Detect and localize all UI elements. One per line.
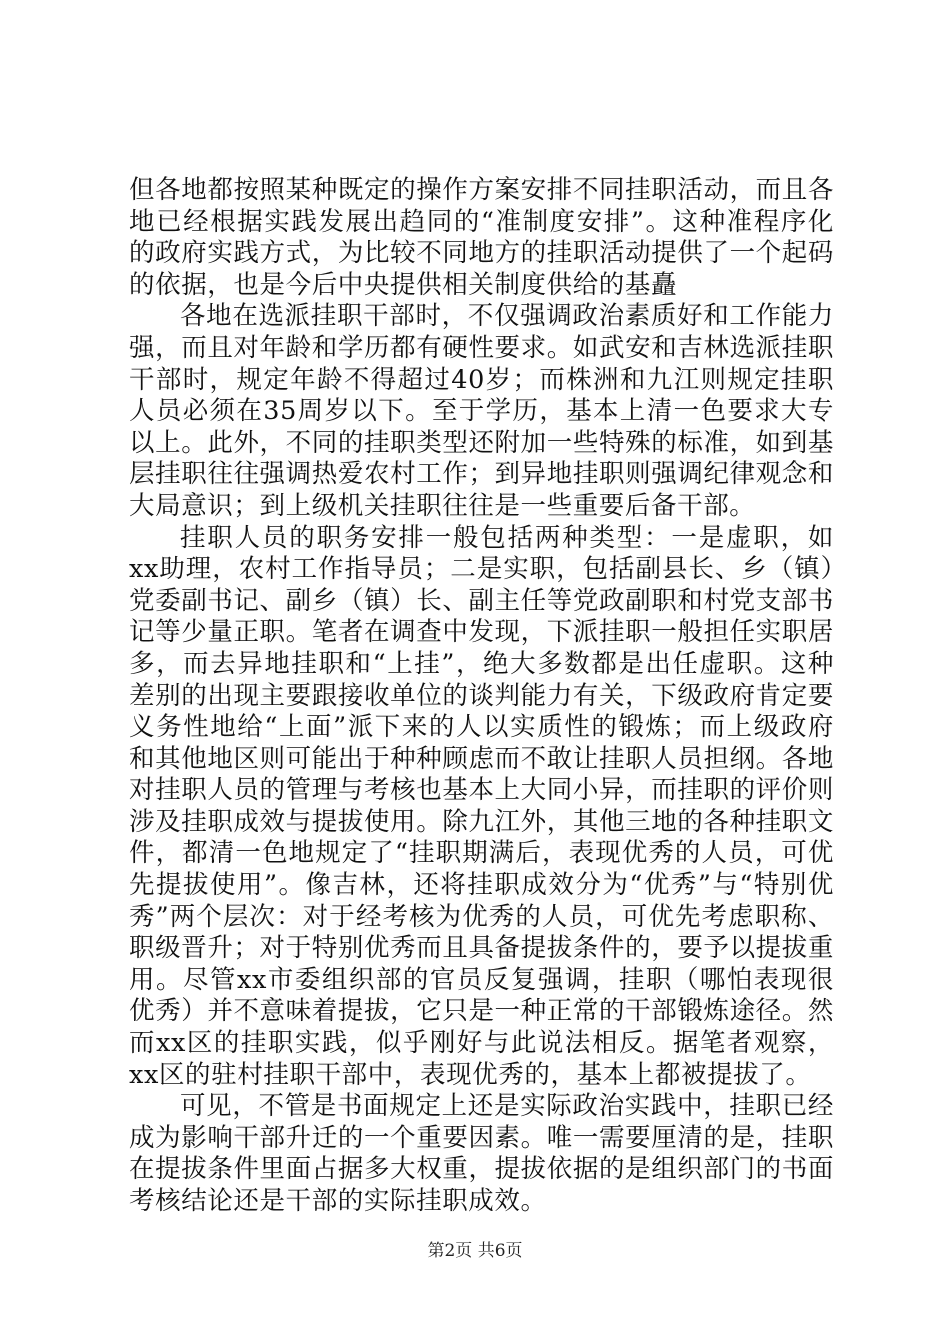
paragraph-selection-criteria: 各地在选派挂职干部时，不仅强调政治素质好和工作能力强，而且对年龄和学历都有硬性要求。如武安和吉林选派挂职干部时，规定年龄不得超过40岁；而株洲和九江则规定挂职人员必须在35周岁以下。至于学历，基本上清一色要求大专以上。此外，不同的挂职类型还附加一些特殊的标准，如到基层挂职往往强调热爱农村工作；到异地挂职则强调纪律观念和大局意识；到上级机关挂职往往是一些重要后备干部。 [129,301,834,521]
paragraph-position-arrangement: 挂职人员的职务安排一般包括两种类型：一是虚职，如xx助理，农村工作指导员；二是实职，包括副县长、乡（镇）党委副书记、副乡（镇）长、副主任等党政副职和村党支部书记等少量正职。笔者在调查中发现，下派挂职一般担任实职居多，而去异地挂职和“上挂”，绝大多数都是出任虚职。这种差别的出现主要跟接收单位的谈判能力有关，下级政府肯定要义务性地给“上面”派下来的人以实质性的锻炼；而上级政府和其他地区则可能出于种种顾虑而不敢让挂职人员担纲。各地对挂职人员的管理与考核也基本上大同小异，而挂职的评价则涉及挂职成效与提拔使用。除九江外，其他三地的各种挂职文件，都清一色地规定了“挂职期满后，表现优秀的人员，可优先提拔使用”。像吉林，还将挂职成效分为“优秀”与“特别优秀”两个层次：对于经考核为优秀的人员，可优先考虑职称、职级晋升；对于特别优秀而且具备提拔条件的，要予以提拔重用。尽管xx市委组织部的官员反复强调，挂职（哪怕表现很优秀）并不意味着提拔，它只是一种正常的干部锻炼途径。然而xx区的挂职实践，似乎刚好与此说法相反。据笔者观察，xx区的驻村挂职干部中，表现优秀的，基本上都被提拔了。 [129,522,834,1090]
paragraph-conclusion: 可见，不管是书面规定上还是实际政治实践中，挂职已经成为影响干部升迁的一个重要因素。唯一需要厘清的是，挂职在提拔条件里面占据多大权重，提拔依据的是组织部门的书面考核结论还是干部的实际挂职成效。 [129,1091,834,1216]
paragraph-continuation: 但各地都按照某种既定的操作方案安排不同挂职活动，而且各地已经根据实践发展出趋同的“准制度安排”。这种准程序化的政府实践方式，为比较不同地方的挂职活动提供了一个起码的依据，也是今后中央提供相关制度供给的基矗 [129,175,834,300]
page-footer: 第2页 共6页 [427,1241,523,1261]
document-body [129,175,834,1218]
